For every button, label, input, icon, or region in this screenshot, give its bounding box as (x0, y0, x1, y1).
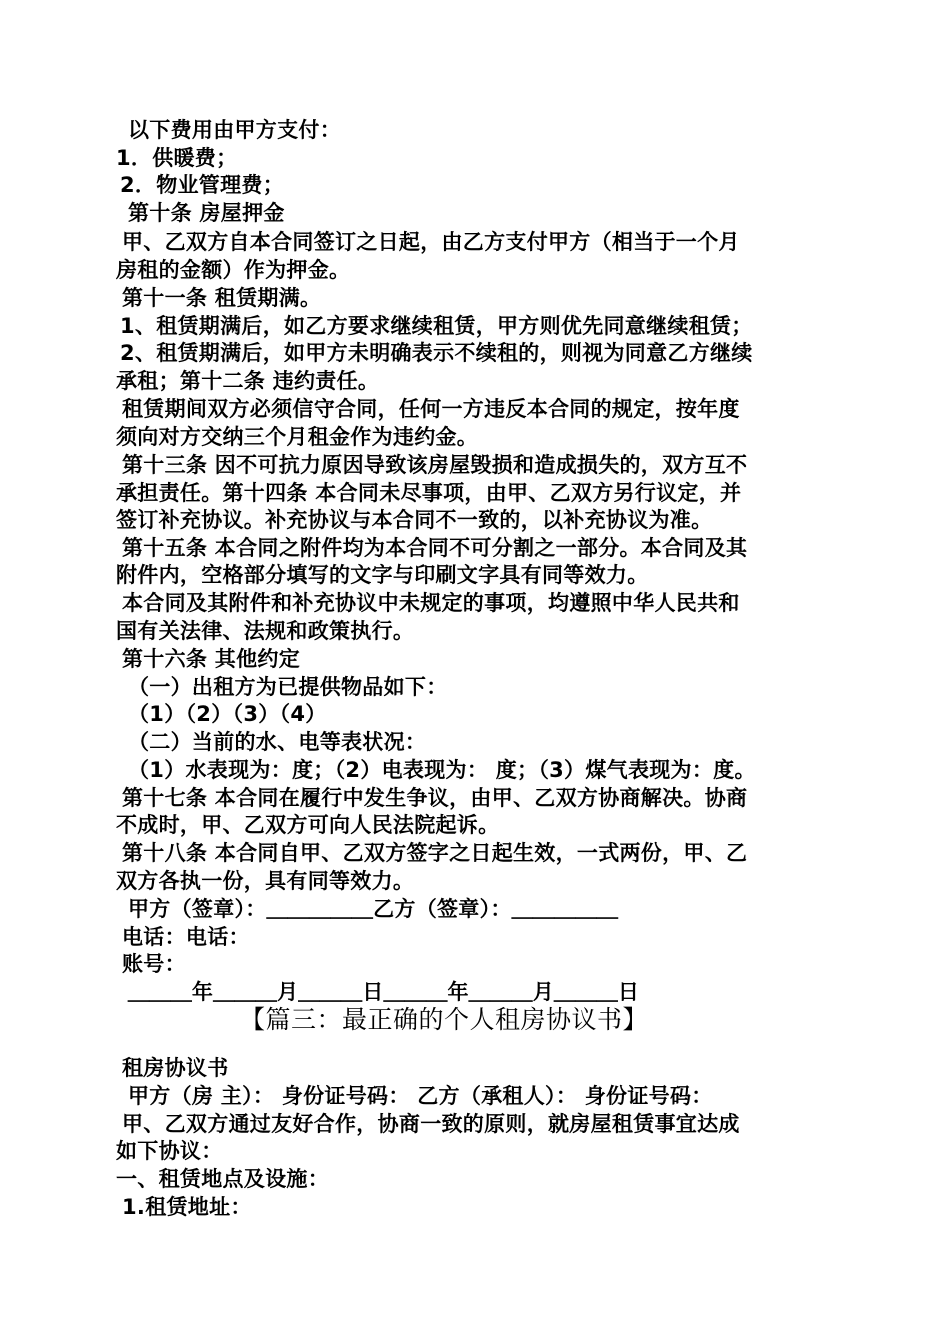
date-line: ＿＿＿年＿＿＿月＿＿＿日＿＿＿年＿＿＿月＿＿＿日 (128, 980, 640, 1004)
text-line: 不成时，甲、乙双方可向人民法院起诉。 (116, 813, 500, 837)
text-line: 1．供暖费； (116, 146, 238, 170)
text-line: 第十七条 本合同在履行中发生争议，由甲、乙双方协商解决。协商 (122, 786, 748, 810)
text-line: 须向对方交纳三个月租金作为违约金。 (116, 425, 479, 449)
text-line: 承租；第十二条 违约责任。 (116, 369, 380, 393)
text-line: 以下费用由甲方支付： (128, 118, 341, 142)
text-line: 附件内，空格部分填写的文字与印刷文字具有同等效力。 (116, 563, 649, 587)
text-line: （二）当前的水、电等表状况： (128, 730, 427, 754)
text-line: 1、租赁期满后，如乙方要求继续租赁，甲方则优先同意继续租赁； (120, 314, 753, 338)
text-line: 2、租赁期满后，如甲方未明确表示不续租的，则视为同意乙方继续 (120, 341, 753, 365)
text-line: 甲、乙双方自本合同签订之日起，由乙方支付甲方（相当于一个月 (122, 230, 740, 254)
text-line: （一）出租方为已提供物品如下： (128, 675, 448, 699)
text-line: 第十三条 因不可抗力原因导致该房屋毁损和造成损失的，双方互不 (122, 453, 748, 477)
text-line: 本合同及其附件和补充协议中未规定的事项，均遵照中华人民共和 (122, 591, 740, 615)
account-line: 账号： (122, 952, 186, 976)
text-line: 双方各执一份，具有同等效力。 (116, 869, 415, 893)
section-heading: 第十条 房屋押金 (128, 201, 285, 225)
signature-line: 甲方（签章）：＿＿＿＿＿乙方（签章）：＿＿＿＿＿ (128, 897, 619, 921)
text-line: 如下协议： (116, 1139, 223, 1163)
text-line: 房租的金额）作为押金。 (116, 258, 351, 282)
phone-line: 电话：电话： (122, 925, 250, 949)
text-line: 国有关法律、法规和政策执行。 (116, 619, 415, 643)
text-line: 租赁期间双方必须信守合同，任何一方违反本合同的规定，按年度 (122, 397, 740, 421)
text-line: （1）水表现为：度；（2）电表现为： 度；（3）煤气表现为：度。 (128, 758, 756, 782)
text-line: 甲方（房 主）： 身份证号码： 乙方（承租人）： 身份证号码： (128, 1084, 713, 1108)
text-line: 甲、乙双方通过友好合作，协商一致的原则，就房屋租赁事宜达成 (122, 1112, 740, 1136)
section-heading: 一、租赁地点及设施： (116, 1167, 329, 1191)
text-line: （1）（2）（3）（4） (128, 702, 327, 726)
text-line: 2．物业管理费； (120, 173, 285, 197)
text-line: 承担责任。第十四条 本合同未尽事项，由甲、乙双方另行议定，并 (116, 481, 742, 505)
part-title: 【篇三：最正确的个人租房协议书】 (240, 1005, 649, 1034)
text-line: 签订补充协议。补充协议与本合同不一致的，以补充协议为准。 (116, 508, 713, 532)
document-title: 租房协议书 (122, 1056, 229, 1080)
section-heading: 第十六条 其他约定 (122, 647, 301, 671)
section-heading: 第十一条 租赁期满。 (122, 286, 322, 310)
text-line: 1.租赁地址： (122, 1195, 252, 1219)
text-line: 第十八条 本合同自甲、乙双方签字之日起生效，一式两份，甲、乙 (122, 841, 748, 865)
text-line: 第十五条 本合同之附件均为本合同不可分割之一部分。本合同及其 (122, 536, 748, 560)
